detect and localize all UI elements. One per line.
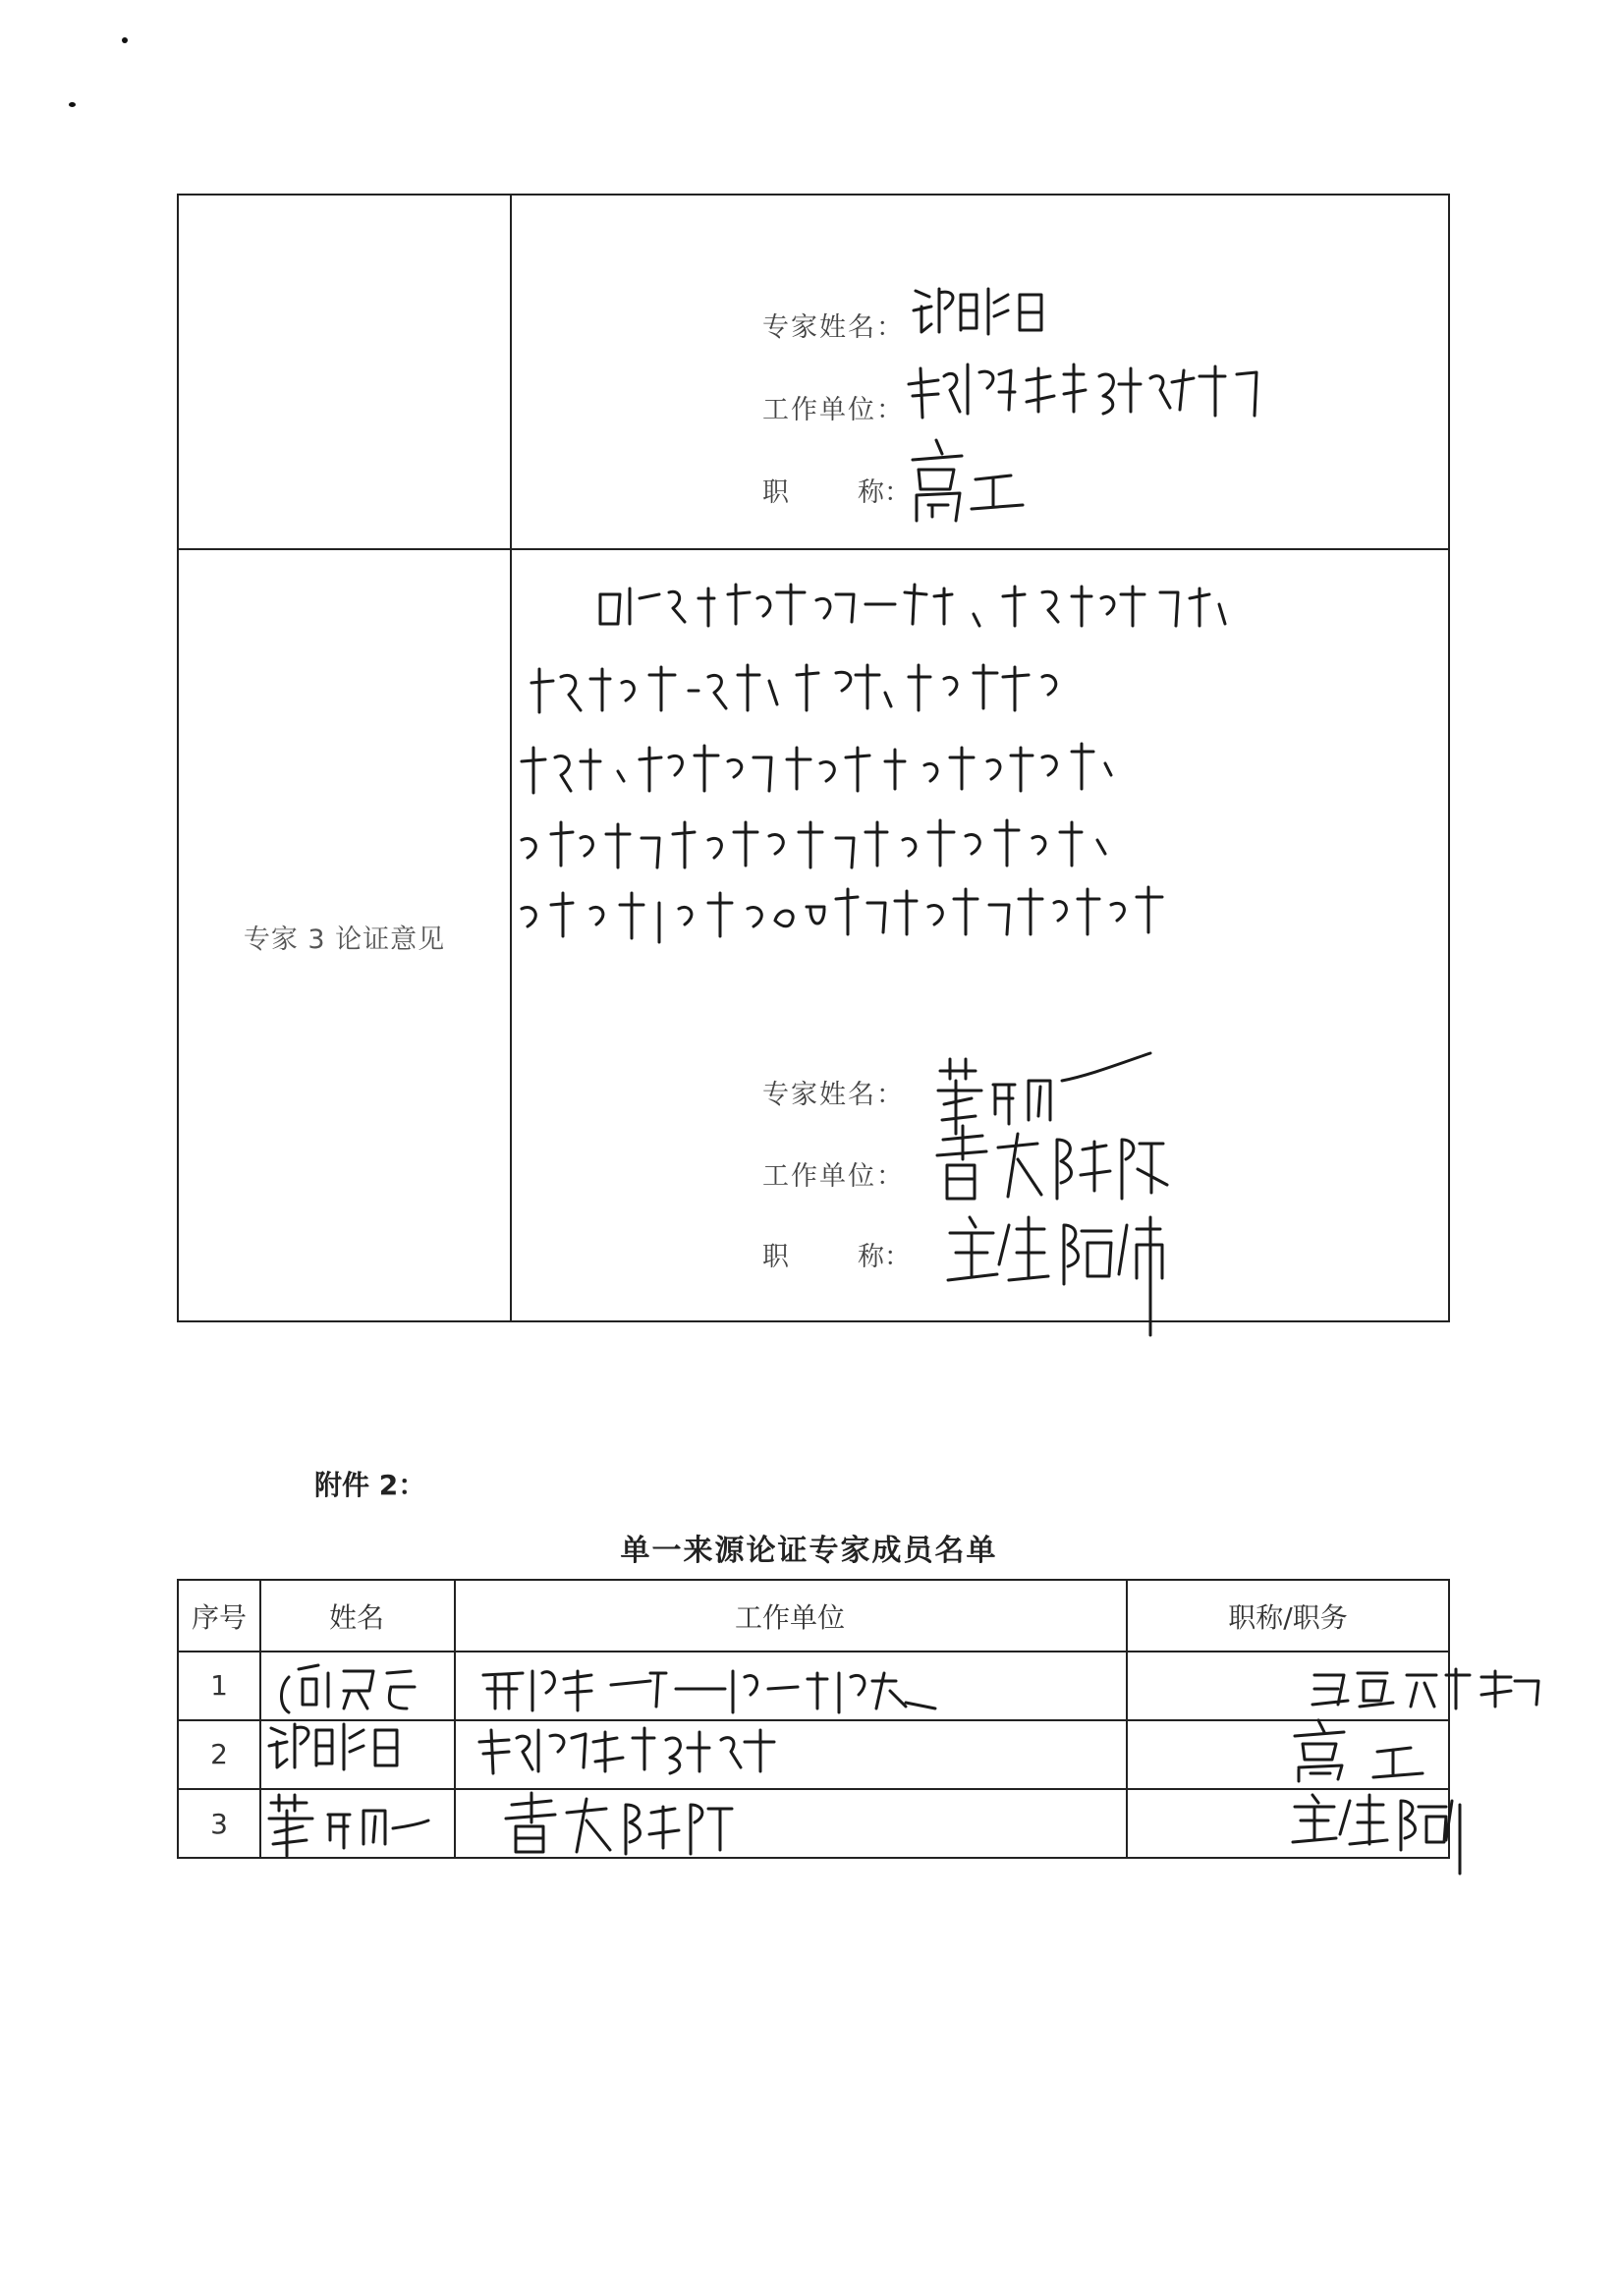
job-title-label: 职: [762, 1242, 821, 1272]
expert-3-title-handwriting: [944, 1204, 1180, 1341]
row-1-title: [1126, 1651, 1450, 1719]
header-no: 序号: [191, 1600, 247, 1634]
row-2-no: 2: [210, 1737, 228, 1770]
expert-name-label: 专家姓名：: [762, 1080, 905, 1110]
expert-3-unit-handwriting: [929, 1120, 1185, 1208]
row-1-unit-handwriting: [474, 1659, 965, 1718]
row-2-unit-handwriting: [474, 1720, 886, 1779]
work-unit-label: 工作单位：: [762, 395, 905, 425]
row-3-title: [1126, 1788, 1450, 1859]
row-2-name-handwriting: [265, 1718, 442, 1777]
expert-2-name-handwriting: [910, 281, 1067, 340]
expert-list-table: [177, 1579, 1450, 1859]
expert-3-opinion-label: 专家 3 论证意见: [243, 924, 446, 955]
expert-2-title-handwriting: [907, 434, 1064, 523]
job-title-label-colon: 称：: [858, 477, 911, 508]
expert-2-label-cell: [179, 196, 512, 548]
expert-3-content-cell: [512, 550, 1448, 1322]
expert-name-label: 专家姓名：: [762, 312, 905, 343]
expert-list-title: 单一来源论证专家成员名单: [620, 1534, 998, 1568]
row-3-name-handwriting: [265, 1789, 442, 1858]
row-1-name-handwriting: [269, 1657, 446, 1716]
expert-3-opinion-handwriting: [512, 575, 1494, 987]
header-title: 职称/职务: [1228, 1600, 1348, 1634]
annex-label: 附件 2：: [314, 1469, 426, 1501]
scan-speck: [122, 37, 128, 43]
expert-2-row: [179, 196, 1448, 550]
work-unit-label: 工作单位：: [762, 1161, 905, 1192]
expert-3-row: [179, 550, 1448, 1322]
header-name: 姓名: [328, 1600, 384, 1634]
expert-opinion-table: [177, 194, 1450, 1322]
row-3-unit-handwriting: [498, 1789, 753, 1858]
row-3-no: 3: [210, 1807, 228, 1840]
row-2-title: [1126, 1719, 1450, 1788]
job-title-label-colon: 称：: [858, 1242, 911, 1272]
row-1-no: 1: [210, 1668, 228, 1702]
expert-2-unit-handwriting: [905, 355, 1278, 423]
scan-speck: [69, 102, 76, 107]
expert-3-label-cell: [179, 550, 512, 1322]
expert-2-content-cell: [512, 196, 1448, 548]
job-title-label: 职: [762, 477, 821, 508]
header-unit: 工作单位: [734, 1600, 845, 1634]
